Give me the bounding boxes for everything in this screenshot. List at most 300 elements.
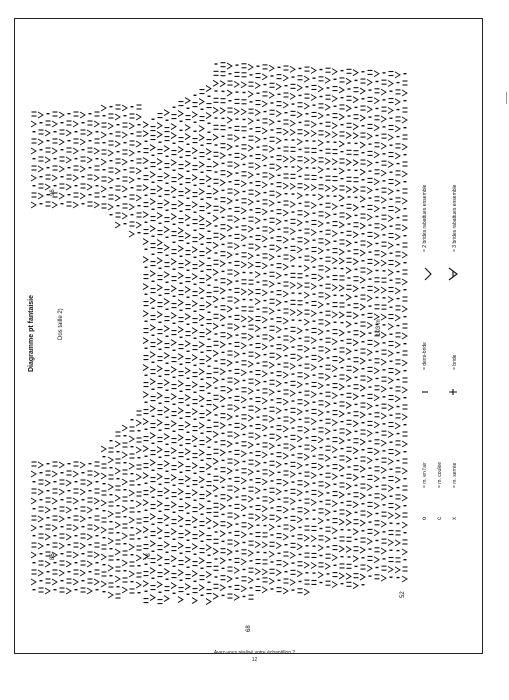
stitch-cluster — [353, 205, 358, 211]
stitch-cluster — [185, 503, 190, 509]
stitch-chain — [285, 544, 288, 545]
stitch-chain — [159, 430, 162, 431]
stitch-cluster — [360, 250, 365, 256]
stitch-cluster — [157, 312, 162, 318]
stitch-chain — [131, 214, 134, 215]
stitch-chain — [152, 470, 155, 471]
stitch-chain — [390, 145, 393, 146]
stitch-chain — [131, 419, 134, 420]
stitch-cluster — [213, 188, 218, 194]
stitch-cluster — [325, 320, 330, 326]
stitch-chain — [145, 141, 148, 142]
stitch-cluster — [255, 110, 260, 116]
stitch-chain — [250, 533, 253, 534]
stitch-cluster — [332, 186, 337, 192]
stitch-cluster — [241, 82, 246, 88]
stitch-cluster — [262, 569, 267, 575]
stitch-cluster — [241, 424, 246, 430]
stitch-cluster — [241, 154, 246, 160]
stitch-chain — [313, 140, 316, 141]
row-label: 52 — [400, 591, 406, 598]
stitch-chain — [299, 446, 302, 447]
stitch-cluster — [234, 351, 239, 357]
stitch-chain — [369, 575, 372, 576]
stitch-cluster — [178, 381, 183, 387]
stitch-cluster — [38, 112, 43, 118]
stitch-cluster — [101, 446, 106, 452]
stitch-chain — [229, 505, 232, 506]
stitch-chain — [250, 155, 253, 156]
stitch-chain — [376, 81, 379, 82]
stitch-chain — [208, 582, 211, 583]
stitch-chain — [320, 150, 323, 151]
stitch-cluster — [150, 460, 155, 466]
stitch-cluster — [283, 183, 288, 189]
stitch-chain — [47, 463, 50, 464]
stitch-cluster — [115, 195, 120, 201]
stitch-chain — [299, 554, 302, 555]
stitch-cluster — [395, 261, 400, 267]
stitch-chain — [236, 361, 239, 362]
stitch-chain — [250, 182, 253, 183]
stitch-chain — [243, 191, 246, 192]
stitch-cluster — [220, 504, 225, 510]
stitch-chain — [166, 336, 169, 337]
stitch-cluster — [248, 577, 253, 583]
stitch-chain — [215, 531, 218, 532]
stitch-cluster — [164, 146, 169, 152]
stitch-cluster — [157, 393, 162, 399]
stitch-cluster — [136, 195, 141, 201]
stitch-chain — [222, 514, 225, 515]
stitch-cluster — [255, 137, 260, 143]
stitch-chain — [397, 352, 400, 353]
stitch-chain — [271, 480, 274, 481]
stitch-chain — [222, 271, 225, 272]
stitch-cluster — [178, 174, 183, 180]
stitch-chain — [187, 324, 190, 325]
stitch-chain — [383, 531, 386, 532]
stitch-cluster — [276, 219, 281, 225]
stitch-chain — [334, 457, 337, 458]
stitch-cluster — [171, 286, 176, 292]
stitch-chain — [110, 214, 113, 215]
stitch-cluster — [346, 132, 351, 138]
stitch-chain — [390, 280, 393, 281]
stitch-chain — [215, 117, 218, 118]
stitch-cluster — [227, 279, 232, 285]
stitch-cluster — [332, 312, 337, 318]
stitch-cluster — [52, 525, 57, 531]
stitch-chain — [145, 564, 148, 565]
stitch-chain — [257, 390, 260, 391]
stitch-cluster — [192, 490, 197, 496]
stitch-cluster — [178, 111, 183, 117]
stitch-chain — [159, 538, 162, 539]
stitch-chain — [355, 197, 358, 198]
stitch-chain — [194, 284, 197, 285]
stitch-chain — [152, 362, 155, 363]
stitch-cluster — [367, 349, 372, 355]
stitch-cluster — [206, 356, 211, 362]
stitch-cluster — [304, 373, 309, 379]
stitch-cluster — [206, 518, 211, 524]
stitch-chain — [397, 244, 400, 245]
stitch-chain — [285, 355, 288, 356]
stitch-chain — [236, 118, 239, 119]
stitch-cluster — [311, 499, 316, 505]
stitch-cluster — [164, 173, 169, 179]
stitch-cluster — [325, 509, 330, 515]
stitch-cluster — [290, 471, 295, 477]
stitch-chain — [327, 492, 330, 493]
stitch-cluster — [395, 567, 400, 573]
stitch-cluster — [164, 353, 169, 359]
stitch-chain — [110, 160, 113, 161]
stitch-chain — [229, 208, 232, 209]
stitch-chain — [390, 577, 393, 578]
stitch-chain — [383, 270, 386, 271]
stitch-chain — [383, 450, 386, 451]
stitch-cluster — [269, 524, 274, 530]
stitch-chain — [201, 487, 204, 488]
stitch-chain — [61, 499, 64, 500]
stitch-chain — [306, 410, 309, 411]
stitch-chain — [75, 535, 78, 536]
stitch-cluster — [80, 543, 85, 549]
stitch-cluster — [395, 207, 400, 213]
stitch-chain — [173, 404, 176, 405]
stitch-cluster — [283, 318, 288, 324]
stitch-chain — [278, 202, 281, 203]
stitch-cluster — [297, 220, 302, 226]
stitch-cluster — [136, 501, 141, 507]
stitch-chain — [131, 581, 134, 582]
stitch-cluster — [220, 315, 225, 321]
stitch-chain — [138, 484, 141, 485]
stitch-cluster — [290, 120, 295, 126]
stitch-cluster — [157, 213, 162, 219]
stitch-chain — [250, 425, 253, 426]
stitch-cluster — [304, 103, 309, 109]
stitch-chain — [257, 228, 260, 229]
stitch-chain — [404, 343, 407, 344]
stitch-chain — [383, 369, 386, 370]
stitch-chain — [215, 495, 218, 496]
stitch-cluster — [402, 387, 407, 393]
stitch-chain — [145, 483, 148, 484]
stitch-chain — [390, 523, 393, 524]
stitch-cluster — [325, 347, 330, 353]
stitch-chain — [334, 295, 337, 296]
stitch-cluster — [360, 142, 365, 148]
stitch-chain — [348, 169, 351, 170]
stitch-chain — [327, 411, 330, 412]
stitch-cluster — [171, 124, 176, 130]
stitch-chain — [215, 144, 218, 145]
stitch-cluster — [185, 530, 190, 536]
stitch-chain — [180, 337, 183, 338]
stitch-cluster — [395, 234, 400, 240]
stitch-chain — [243, 137, 246, 138]
stitch-chain — [348, 88, 351, 89]
legend-label: = 2 brides rabattues ensemble — [422, 184, 428, 252]
stitch-cluster — [367, 241, 372, 247]
stitch-cluster — [220, 81, 225, 87]
stitch-chain — [397, 406, 400, 407]
stitch-chain — [334, 484, 337, 485]
stitch-cluster — [150, 433, 155, 439]
stitch-chain — [334, 214, 337, 215]
stitch-chain — [110, 467, 113, 468]
stitch-cluster — [227, 387, 232, 393]
stitch-cluster — [108, 565, 113, 571]
stitch-cluster — [157, 159, 162, 165]
stitch-chain — [313, 518, 316, 519]
stitch-chain — [264, 300, 267, 301]
stitch-cluster — [353, 70, 358, 76]
stitch-chain — [243, 515, 246, 516]
stitch-cluster — [325, 212, 330, 218]
stitch-cluster — [283, 345, 288, 351]
stitch-cluster — [234, 243, 239, 249]
stitch-cluster — [94, 552, 99, 558]
stitch-cluster — [290, 498, 295, 504]
stitch-chain — [54, 535, 57, 536]
stitch-chain — [306, 437, 309, 438]
stitch-cluster — [150, 145, 155, 151]
stitch-cluster — [346, 105, 351, 111]
stitch-cluster — [178, 246, 183, 252]
stitch-chain — [278, 229, 281, 230]
stitch-cluster — [108, 592, 113, 598]
stitch-cluster — [241, 181, 246, 187]
stitch-chain — [355, 323, 358, 324]
stitch-cluster — [367, 160, 372, 166]
stitch-cluster — [136, 141, 141, 147]
stitch-chain — [138, 178, 141, 179]
stitch-cluster — [374, 341, 379, 347]
stitch-cluster — [255, 515, 260, 521]
stitch-cluster — [157, 582, 162, 588]
stitch-cluster — [374, 368, 379, 374]
stitch-chain — [257, 579, 260, 580]
stitch-cluster — [220, 108, 225, 114]
stitch-cluster — [402, 333, 407, 339]
stitch-cluster — [234, 540, 239, 546]
stitch-chain — [173, 296, 176, 297]
stitch-chain — [341, 205, 344, 206]
stitch-chain — [250, 560, 253, 561]
stitch-chain — [215, 441, 218, 442]
stitch-cluster — [318, 572, 323, 578]
stitch-chain — [187, 378, 190, 379]
stitch-chain — [355, 377, 358, 378]
stitch-cluster — [262, 155, 267, 161]
stitch-chain — [299, 176, 302, 177]
stitch-cluster — [178, 516, 183, 522]
stitch-chain — [166, 255, 169, 256]
stitch-chain — [404, 505, 407, 506]
stitch-cluster — [157, 123, 162, 129]
stitch-cluster — [220, 585, 225, 591]
stitch-cluster — [290, 417, 295, 423]
stitch-chain — [208, 123, 211, 124]
stitch-chain — [264, 408, 267, 409]
stitch-chain — [271, 156, 274, 157]
stitch-chain — [110, 548, 113, 549]
stitch-chain — [208, 528, 211, 529]
stitch-chain — [166, 309, 169, 310]
stitch-cluster — [360, 439, 365, 445]
stitch-chain — [145, 168, 148, 169]
stitch-cluster — [311, 337, 316, 343]
stitch-chain — [47, 490, 50, 491]
stitch-chain — [222, 118, 225, 119]
stitch-chain — [397, 487, 400, 488]
stitch-chain — [194, 131, 197, 132]
stitch-chain — [257, 309, 260, 310]
stitch-cluster — [150, 199, 155, 205]
stitch-cluster — [220, 477, 225, 483]
stitch-cluster — [157, 555, 162, 561]
stitch-chain — [327, 465, 330, 466]
stitch-chain — [215, 468, 218, 469]
stitch-cluster — [115, 114, 120, 120]
stitch-cluster — [353, 421, 358, 427]
stitch-cluster — [178, 147, 183, 153]
stitch-cluster — [52, 175, 57, 181]
stitch-cluster — [143, 338, 148, 344]
stitch-chain — [383, 153, 386, 154]
stitch-chain — [320, 123, 323, 124]
stitch-cluster — [388, 270, 393, 276]
stitch-chain — [292, 103, 295, 104]
stitch-cluster — [311, 202, 316, 208]
stitch-cluster — [269, 146, 274, 152]
stitch-chain — [187, 513, 190, 514]
stitch-chain — [299, 419, 302, 420]
stitch-chain — [362, 125, 365, 126]
stitch-cluster — [171, 502, 176, 508]
stitch-cluster — [150, 541, 155, 547]
stitch-cluster — [283, 561, 288, 567]
stitch-chain — [271, 588, 274, 589]
stitch-chain — [89, 463, 92, 464]
stitch-chain — [159, 295, 162, 296]
stitch-cluster — [38, 516, 43, 522]
stitch-cluster — [346, 159, 351, 165]
stitch-cluster — [122, 533, 127, 539]
stitch-chain — [166, 498, 169, 499]
stitch-cluster — [395, 540, 400, 546]
stitch-chain — [138, 538, 141, 539]
stitch-cluster — [213, 323, 218, 329]
stitch-cluster — [185, 161, 190, 167]
stitch-chain — [215, 576, 218, 577]
stitch-chain — [334, 169, 337, 170]
stitch-chain — [264, 552, 267, 553]
stitch-cluster — [388, 297, 393, 303]
stitch-cluster — [220, 423, 225, 429]
stitch-cluster — [297, 544, 302, 550]
footer-question: Avez-vous réalisé votre échantillon ? — [213, 650, 296, 656]
stitch-cluster — [255, 488, 260, 494]
stitch-chain — [236, 334, 239, 335]
stitch-cluster — [395, 153, 400, 159]
stitch-chain — [68, 140, 71, 141]
stitch-cluster — [108, 484, 113, 490]
stitch-chain — [369, 494, 372, 495]
stitch-cluster — [248, 226, 253, 232]
stitch-chain — [201, 433, 204, 434]
stitch-cluster — [255, 272, 260, 278]
stitch-cluster — [213, 404, 218, 410]
stitch-cluster — [164, 272, 169, 278]
stitch-cluster — [38, 462, 43, 468]
stitch-cluster — [115, 549, 120, 555]
stitch-cluster — [248, 469, 253, 475]
stitch-cluster — [94, 525, 99, 531]
stitch-cluster — [297, 247, 302, 253]
stitch-chain — [75, 158, 78, 159]
stitch-cluster — [255, 245, 260, 251]
stitch-chain — [68, 167, 71, 168]
stitch-cluster — [241, 289, 246, 295]
stitch-cluster — [311, 157, 316, 163]
stitch-chain — [33, 185, 36, 186]
stitch-chain — [110, 187, 113, 188]
stitch-cluster — [269, 173, 274, 179]
stitch-chain — [110, 575, 113, 576]
stitch-cluster — [199, 135, 204, 141]
stitch-chain — [75, 562, 78, 563]
stitch-chain — [334, 430, 337, 431]
stitch-chain — [159, 196, 162, 197]
stitch-chain — [61, 526, 64, 527]
stitch-cluster — [367, 376, 372, 382]
stitch-cluster — [157, 132, 162, 138]
stitch-chain — [180, 157, 183, 158]
stitch-chain — [152, 389, 155, 390]
stitch-cluster — [59, 112, 64, 118]
stitch-chain — [362, 71, 365, 72]
stitch-chain — [348, 466, 351, 467]
stitch-cluster — [262, 101, 267, 107]
stitch-cluster — [269, 119, 274, 125]
stitch-cluster — [213, 350, 218, 356]
stitch-cluster — [290, 336, 295, 342]
stitch-chain — [362, 476, 365, 477]
stitch-chain — [334, 376, 337, 377]
stitch-chain — [348, 493, 351, 494]
stitch-chain — [250, 74, 253, 75]
stitch-cluster — [206, 545, 211, 551]
stitch-cluster — [45, 588, 50, 594]
stitch-cluster — [94, 498, 99, 504]
stitch-chain — [201, 271, 204, 272]
stitch-cluster — [220, 288, 225, 294]
stitch-cluster — [31, 525, 36, 531]
stitch-cluster — [185, 368, 190, 374]
stitch-chain — [271, 318, 274, 319]
stitch-cluster — [374, 71, 379, 77]
stitch-cluster — [311, 391, 316, 397]
stitch-cluster — [395, 180, 400, 186]
stitch-chain — [201, 325, 204, 326]
stitch-cluster — [122, 452, 127, 458]
stitch-cluster — [234, 297, 239, 303]
